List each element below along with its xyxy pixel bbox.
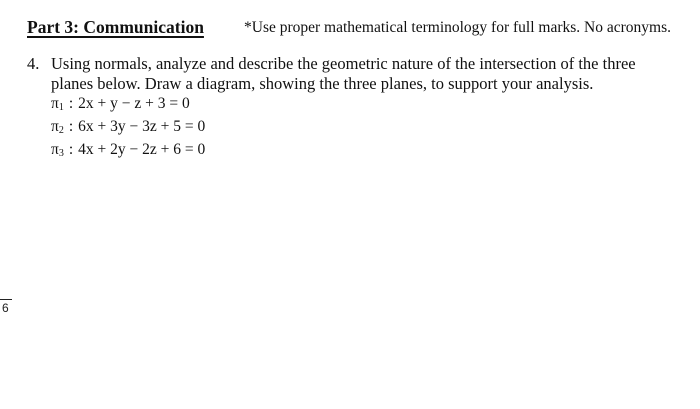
score-mark: 6 [2,301,9,315]
plane-symbol: π [51,118,59,135]
plane-index: 3 [58,148,64,159]
plane-equations [51,94,687,163]
plane-index: 2 [58,125,64,136]
question-text: Using normals, analyze and describe the geometric nature of the intersection of the three planes below. Draw a diagram, showing the three planes, to support your analysis. [51,54,636,93]
plane-symbol: π [51,95,59,112]
section-title: Part 3: Communication [27,17,204,37]
plane-equation-3 [51,140,687,163]
plane-equation-text: 2x + y − z + 3 = 0 [78,95,190,112]
plane-separator: : [68,141,74,158]
plane-label [51,117,64,140]
question-4 [27,54,687,163]
question-body [51,54,687,163]
plane-separator: : [68,95,74,112]
plane-index: 1 [58,102,64,113]
plane-separator: : [68,118,74,135]
plane-equation-text: 6x + 3y − 3z + 5 = 0 [78,118,206,135]
plane-label [51,94,64,117]
score-divider-line [0,299,12,300]
question-number: 4. [27,54,40,73]
plane-equation-text: 4x + 2y − 2z + 6 = 0 [78,141,206,158]
plane-equation-2 [51,117,687,140]
plane-symbol: π [51,141,59,158]
plane-label [51,140,64,163]
instruction-note: *Use proper mathematical terminology for full marks. No acronyms. [244,19,671,36]
plane-equation-1 [51,94,687,117]
